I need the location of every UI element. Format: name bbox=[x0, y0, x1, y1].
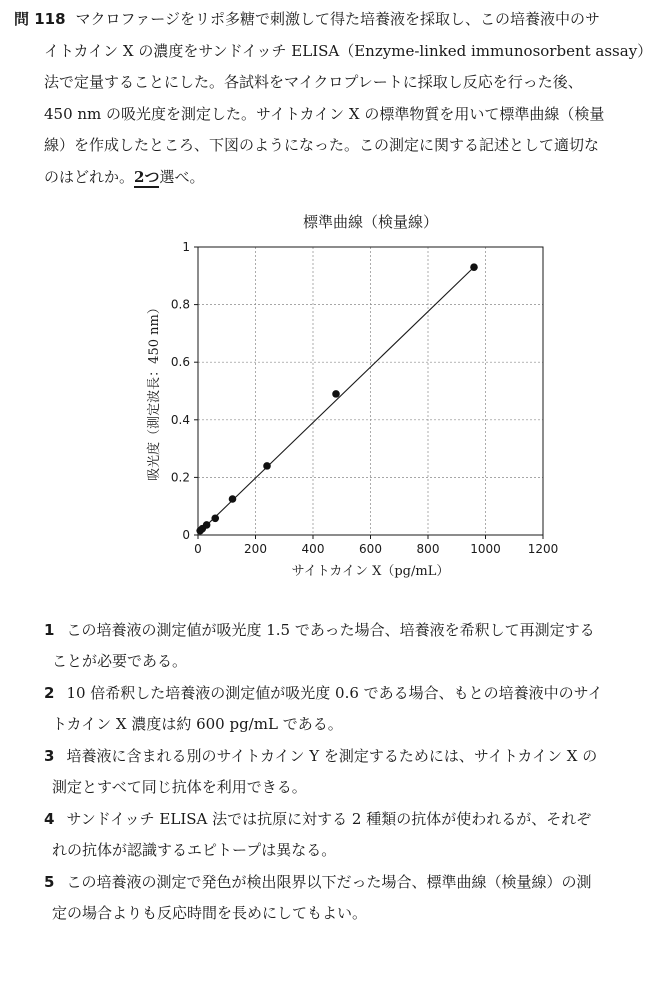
choices-list bbox=[44, 615, 664, 930]
choice-text: 培養液に含まれる別のサイトカイン Y を測定するためには、サイトカイン X の bbox=[66, 747, 598, 765]
chart-svg bbox=[140, 205, 570, 590]
choice-text: ことが必要である。 bbox=[52, 652, 188, 670]
stem-text: のはどれか。 bbox=[44, 167, 135, 186]
x-tick-label: 400 bbox=[301, 542, 325, 556]
y-tick-label: 1 bbox=[182, 240, 190, 254]
choice-5 bbox=[44, 867, 664, 929]
choice-text: サンドイッチ ELISA 法では抗原に対する 2 種類の抗体が使われるが、それぞ bbox=[66, 810, 592, 828]
y-tick-label: 0.6 bbox=[170, 355, 190, 370]
data-point bbox=[211, 514, 219, 522]
x-tick-label: 200 bbox=[244, 542, 267, 556]
choice-number: 1 bbox=[44, 621, 55, 639]
choice-number: 5 bbox=[44, 873, 55, 891]
x-tick-label: 1200 bbox=[527, 542, 559, 556]
stem-line-4: 450 nm の吸光度を測定した。サイトカイン X の標準物質を用いて標準曲線（検量 bbox=[44, 104, 605, 123]
stem-line-6 bbox=[14, 162, 664, 194]
question-stem bbox=[14, 4, 664, 193]
y-axis-label: 吸光度（測定波長：450 nm） bbox=[147, 301, 162, 481]
choice-2 bbox=[44, 678, 664, 740]
choice-text: トカイン X 濃度は約 600 pg/mL である。 bbox=[52, 715, 343, 733]
choice-text: 定の場合よりも反応時間を長めにしてもよい。 bbox=[52, 904, 368, 922]
y-tick-label: 0.2 bbox=[170, 470, 190, 485]
y-tick-label: 0.4 bbox=[170, 412, 190, 427]
calibration-chart bbox=[140, 205, 570, 590]
x-tick-label: 800 bbox=[416, 542, 440, 556]
emphasis-count: 2つ bbox=[134, 167, 160, 186]
y-tick-label: 0.8 bbox=[170, 297, 190, 312]
choice-number: 2 bbox=[44, 684, 55, 702]
choice-3 bbox=[44, 741, 664, 803]
stem-text: 選べ。 bbox=[159, 167, 205, 186]
choice-4 bbox=[44, 804, 664, 866]
stem-line-5: 線）を作成したところ、下図のようになった。この測定に関する記述として適切な bbox=[44, 136, 600, 154]
x-tick-label: 0 bbox=[194, 542, 202, 556]
data-point bbox=[263, 462, 271, 470]
data-point bbox=[229, 495, 237, 503]
choice-1 bbox=[44, 615, 664, 677]
data-point bbox=[470, 263, 478, 271]
stem-line-3: 法で定量することにした。各試料をマイクロプレートに採取し反応を行った後、 bbox=[44, 73, 583, 91]
choice-number: 3 bbox=[44, 747, 55, 765]
choice-text: 10 倍希釈した培養液の測定値が吸光度 0.6 である場合、もとの培養液中のサイ bbox=[66, 684, 603, 702]
question-number: 問 118 bbox=[14, 10, 66, 28]
stem-line-1 bbox=[14, 4, 664, 36]
choice-number: 4 bbox=[44, 810, 55, 828]
x-tick-label: 600 bbox=[359, 542, 382, 556]
data-point bbox=[332, 390, 340, 398]
x-tick-label: 1000 bbox=[470, 542, 501, 556]
y-tick-label: 0 bbox=[182, 528, 190, 542]
fit-line bbox=[198, 267, 474, 533]
chart-title: 標準曲線（検量線） bbox=[302, 213, 439, 231]
x-axis-label: サイトカイン X（pg/mL） bbox=[291, 564, 450, 579]
choice-text: 測定とすべて同じ抗体を利用できる。 bbox=[52, 778, 307, 796]
data-point bbox=[203, 521, 211, 529]
stem-line-2: イトカイン X の濃度をサンドイッチ ELISA（Enzyme-linked immunosorbent assay） bbox=[44, 41, 653, 60]
choice-text: この培養液の測定値が吸光度 1.5 であった場合、培養液を希釈して再測定する bbox=[66, 621, 595, 639]
choice-text: この培養液の測定で発色が検出限界以下だった場合、標準曲線（検量線）の測 bbox=[66, 873, 592, 891]
choice-text: れの抗体が認識するエピトープは異なる。 bbox=[52, 841, 337, 859]
stem-text: マクロファージをリポ多糖で刺激して得た培養液を採取し、この培養液中のサ bbox=[75, 10, 600, 28]
